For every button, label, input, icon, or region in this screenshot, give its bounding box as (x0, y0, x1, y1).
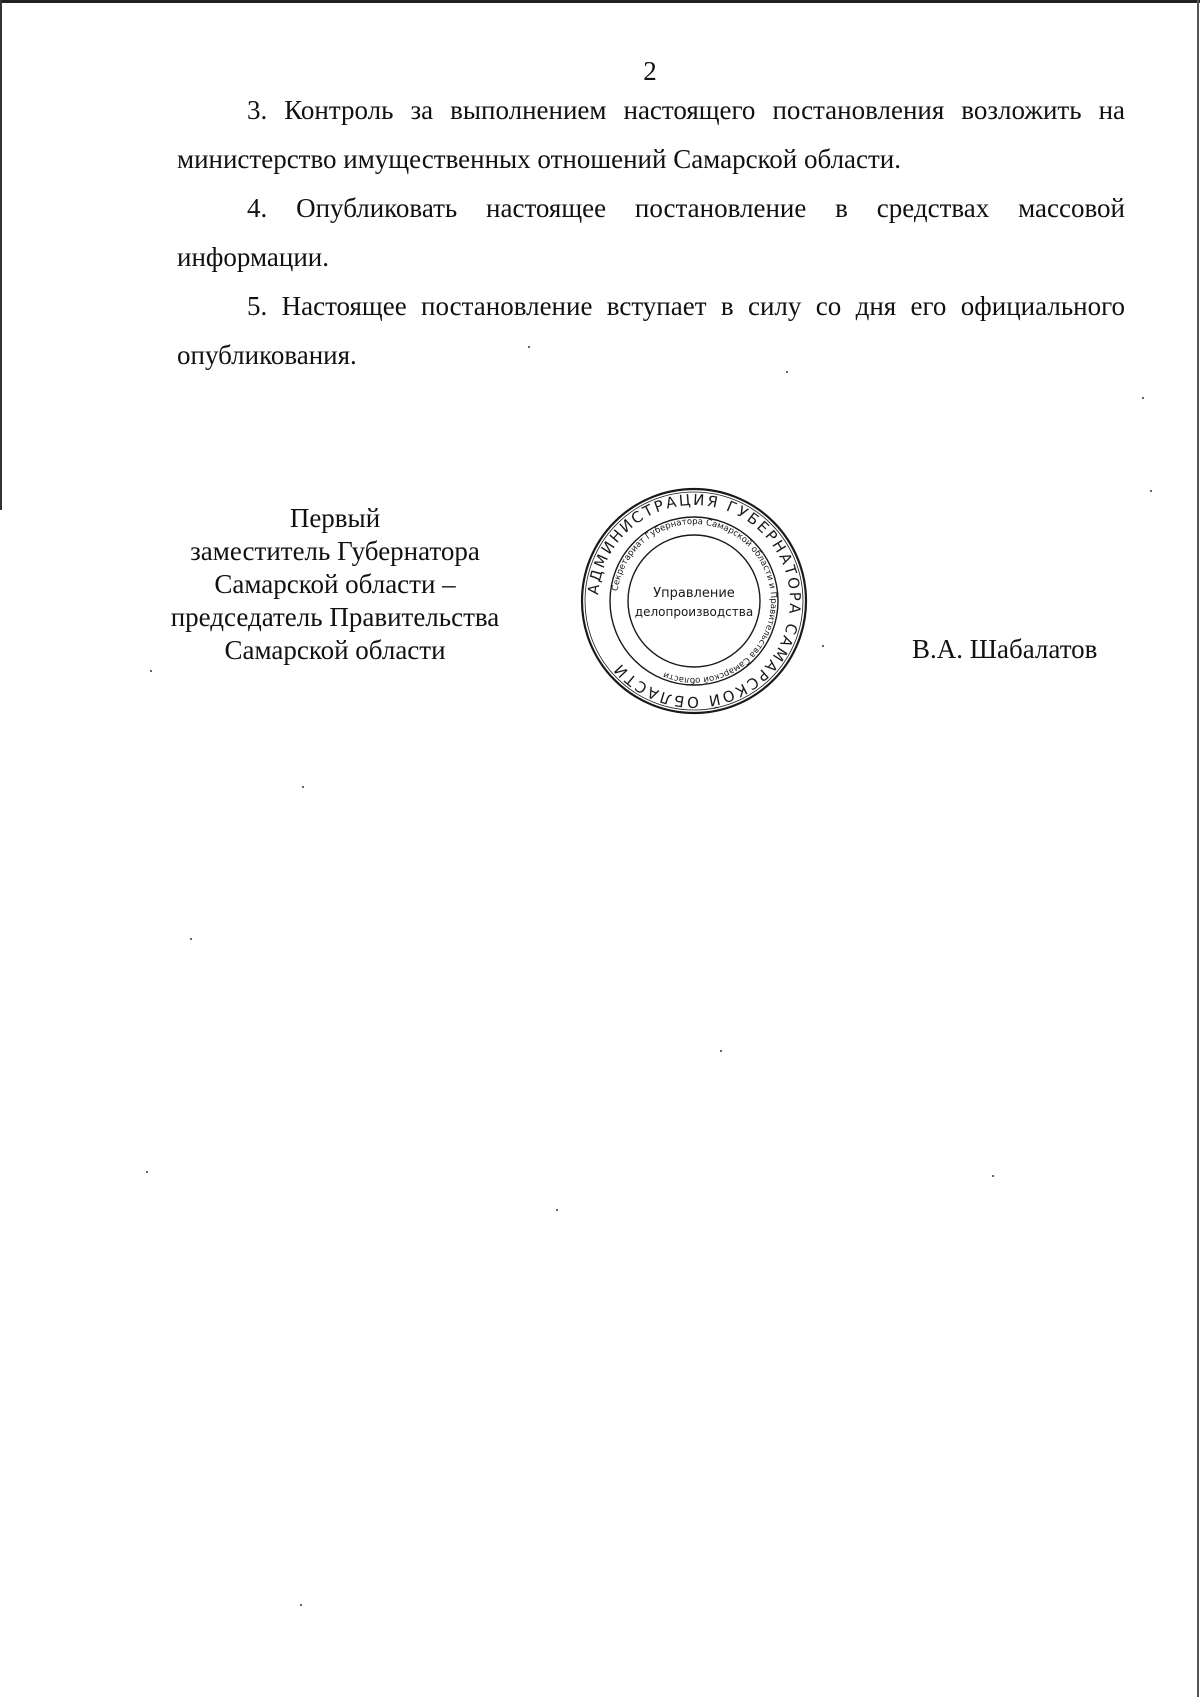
seal-center-line-2: делопроизводства (634, 605, 754, 619)
scan-speck (1150, 490, 1152, 492)
signatory-title (140, 502, 530, 667)
scan-speck (556, 1209, 558, 1211)
signatory-title-line: Самарской области – (214, 569, 456, 599)
paragraph-4: 4. Опубликовать настоящее постановление в средствах массовой информации. (177, 193, 1125, 272)
signatory-title-line: председатель Правительства (170, 602, 500, 632)
official-seal (578, 485, 810, 717)
seal-center-line-1: Управление (653, 586, 735, 601)
scan-edge-top (0, 0, 1200, 3)
scan-speck (302, 786, 304, 788)
scan-speck (822, 645, 824, 647)
signatory-name: В.А. Шабалатов (912, 634, 1098, 664)
seal-outer-text: АДМИНИСТРАЦИЯ ГУБЕРНАТОРА САМАРСКОЙ ОБЛАСТИ (584, 490, 805, 712)
paragraph-3: 3. Контроль за выполнением настоящего постановления возложить на министерство имущественных отношений Самарской области. (177, 95, 1125, 174)
scan-speck (992, 1175, 994, 1177)
seal-inner-text: Секретариат Губернатора Самарской области и Правительства Самарской области (610, 516, 779, 686)
scan-edge-right (1197, 0, 1199, 1697)
scan-speck (300, 1604, 302, 1606)
signatory-title-line: Первый (289, 503, 381, 533)
paragraph-5: 5. Настоящее постановление вступает в силу со дня его официального опубликования. (177, 291, 1125, 370)
signatory-title-line: заместитель Губернатора (190, 536, 480, 566)
document-body (177, 86, 1125, 380)
scan-speck (146, 1171, 148, 1173)
scan-speck (1142, 397, 1144, 399)
seal-inner-ring (628, 535, 760, 667)
page-number: 2 (643, 56, 657, 86)
signatory-title-line: Самарской области (224, 635, 446, 665)
scan-speck (720, 1050, 722, 1052)
scan-speck (786, 371, 788, 373)
scan-speck (190, 938, 192, 940)
scan-speck (150, 670, 152, 672)
scan-speck (528, 346, 530, 348)
